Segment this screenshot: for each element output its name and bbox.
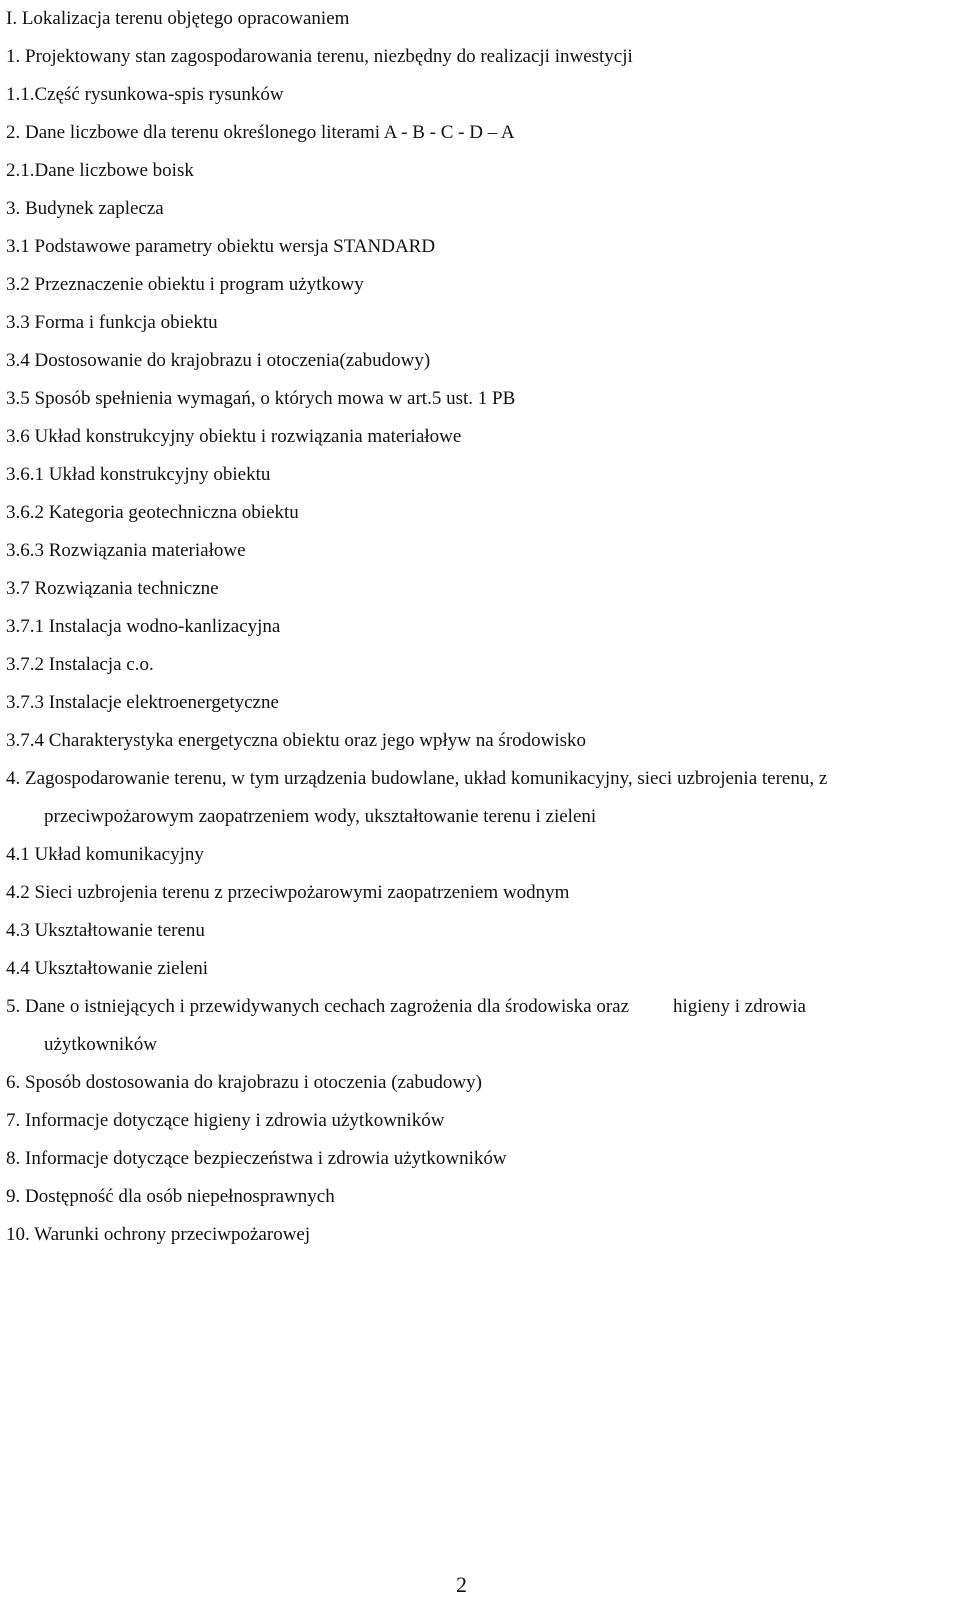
toc-entry-1: 1. Projektowany stan zagospodarowania terenu, niezbędny do realizacji inwestycji	[6, 46, 633, 67]
page-number: 2	[456, 1572, 467, 1597]
toc-entry-3-7-3: 3.7.3 Instalacje elektroenergetyczne	[6, 692, 279, 713]
toc-entry-2-1: 2.1.Dane liczbowe boisk	[6, 160, 194, 181]
toc-entry-3-7-2: 3.7.2 Instalacja c.o.	[6, 654, 154, 675]
toc-entry-3-6: 3.6 Układ konstrukcyjny obiektu i rozwiązania materiałowe	[6, 426, 462, 447]
toc-entry-4-1: 4.1 Układ komunikacyjny	[6, 844, 204, 865]
toc-entry-4-continuation: przeciwpożarowym zaopatrzeniem wody, ukształtowanie terenu i zieleni	[44, 806, 597, 827]
toc-entry-3-5: 3.5 Sposób spełnienia wymagań, o których mowa w art.5 ust. 1 PB	[6, 388, 516, 409]
toc-entry-4: 4. Zagospodarowanie terenu, w tym urządzenia budowlane, układ komunikacyjny, sieci uzbrojenia terenu, z	[6, 768, 828, 789]
toc-entry-3-1: 3.1 Podstawowe parametry obiektu wersja STANDARD	[6, 236, 436, 257]
toc-entry-5-tail: higieny i zdrowia	[673, 996, 806, 1017]
toc-entry-3-3: 3.3 Forma i funkcja obiektu	[6, 312, 218, 333]
toc-entry-4-3: 4.3 Ukształtowanie terenu	[6, 920, 205, 941]
toc-entry-1-1: 1.1.Część rysunkowa-spis rysunków	[6, 84, 284, 105]
toc-entry-8: 8. Informacje dotyczące bezpieczeństwa i zdrowia użytkowników	[6, 1148, 507, 1169]
toc-entry-5	[6, 988, 960, 1026]
toc-entry-3-7-4: 3.7.4 Charakterystyka energetyczna obiektu oraz jego wpływ na środowisko	[6, 730, 587, 751]
toc-entry-10: 10. Warunki ochrony przeciwpożarowej	[6, 1224, 311, 1245]
toc-entry-9: 9. Dostępność dla osób niepełnosprawnych	[6, 1186, 335, 1207]
toc-entry-3-6-3: 3.6.3 Rozwiązania materiałowe	[6, 540, 246, 561]
toc-entry-3-7: 3.7 Rozwiązania techniczne	[6, 578, 219, 599]
toc-entry-3-4: 3.4 Dostosowanie do krajobrazu i otoczenia(zabudowy)	[6, 350, 431, 371]
toc-entry-6: 6. Sposób dostosowania do krajobrazu i otoczenia (zabudowy)	[6, 1072, 482, 1093]
toc-entry-3-6-2: 3.6.2 Kategoria geotechniczna obiektu	[6, 502, 299, 523]
toc-entry-I: I. Lokalizacja terenu objętego opracowaniem	[6, 8, 350, 29]
toc-entry-2: 2. Dane liczbowe dla terenu określonego literami A - B - C - D – A	[6, 122, 515, 143]
toc-entry-3-7-1: 3.7.1 Instalacja wodno-kanlizacyjna	[6, 616, 281, 637]
toc-entry-4-2: 4.2 Sieci uzbrojenia terenu z przeciwpożarowymi zaopatrzeniem wodnym	[6, 882, 570, 903]
toc-entry-3: 3. Budynek zaplecza	[6, 198, 164, 219]
toc-entry-3-2: 3.2 Przeznaczenie obiektu i program użytkowy	[6, 274, 364, 295]
toc-entry-4-4: 4.4 Ukształtowanie zieleni	[6, 958, 209, 979]
toc-entry-5-continuation: użytkowników	[44, 1034, 157, 1055]
toc-entry-3-6-1: 3.6.1 Układ konstrukcyjny obiektu	[6, 464, 271, 485]
toc-entry-7: 7. Informacje dotyczące higieny i zdrowia użytkowników	[6, 1110, 445, 1131]
table-of-contents	[6, 0, 960, 1254]
toc-entry-5-text: 5. Dane o istniejących i przewidywanych cechach zagrożenia dla środowiska oraz	[6, 996, 630, 1017]
